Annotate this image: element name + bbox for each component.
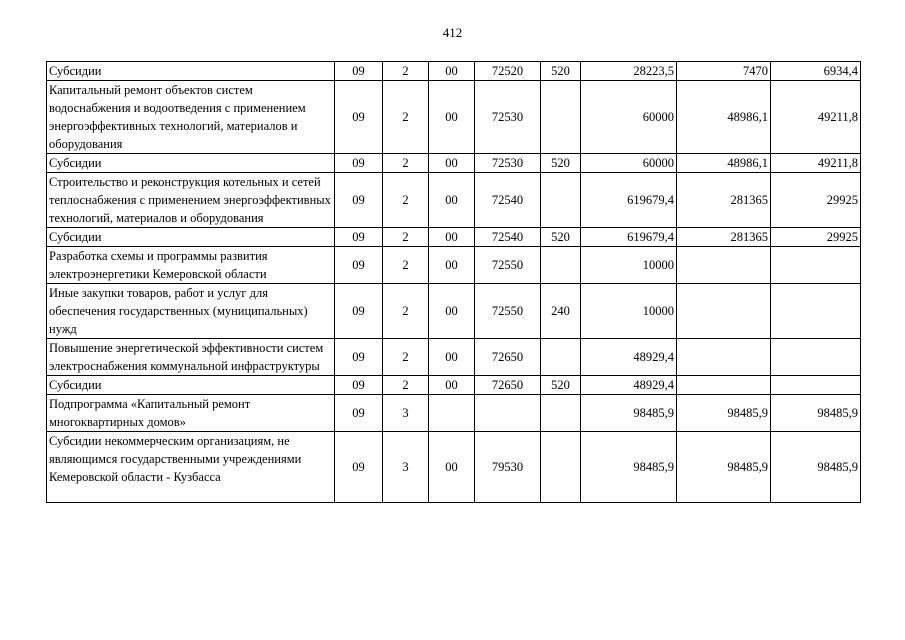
table-row (47, 376, 861, 395)
target-item-code-cell: 72540 (475, 228, 541, 247)
subsection-code-cell: 2 (383, 154, 429, 173)
amount-year-1-cell: 10000 (581, 284, 677, 339)
expense-type-code-cell (541, 247, 581, 284)
page-number: 412 (442, 25, 463, 40)
table-row (47, 339, 861, 376)
row-name-cell: Субсидии (47, 62, 335, 81)
table-row (47, 173, 861, 228)
amount-year-2-cell: 281365 (677, 228, 771, 247)
subsection-code-cell: 2 (383, 376, 429, 395)
expense-type-code-cell: 520 (541, 228, 581, 247)
target-item-code-cell (475, 395, 541, 432)
amount-year-1-cell: 98485,9 (581, 395, 677, 432)
amount-year-2-cell: 7470 (677, 62, 771, 81)
program-code-cell: 00 (429, 62, 475, 81)
expense-type-code-cell: 240 (541, 284, 581, 339)
expense-type-code-cell (541, 395, 581, 432)
subsection-code-cell: 2 (383, 284, 429, 339)
program-code-cell: 00 (429, 247, 475, 284)
table-row (47, 154, 861, 173)
row-name-cell: Субсидии (47, 228, 335, 247)
row-name-cell: Иные закупки товаров, работ и услуг для обеспечения государственных (муниципальных) нужд (47, 284, 335, 339)
budget-table (46, 61, 861, 503)
program-code-cell: 00 (429, 81, 475, 154)
amount-year-1-cell: 98485,9 (581, 432, 677, 503)
subsection-code-cell: 3 (383, 395, 429, 432)
amount-year-2-cell: 281365 (677, 173, 771, 228)
target-item-code-cell: 72550 (475, 284, 541, 339)
amount-year-2-cell (677, 339, 771, 376)
program-code-cell: 00 (429, 284, 475, 339)
target-item-code-cell: 79530 (475, 432, 541, 503)
program-code-cell: 00 (429, 173, 475, 228)
amount-year-3-cell: 49211,8 (771, 154, 861, 173)
table-body (47, 62, 861, 503)
target-item-code-cell: 72650 (475, 339, 541, 376)
target-item-code-cell: 72530 (475, 154, 541, 173)
program-code-cell: 00 (429, 154, 475, 173)
target-item-code-cell: 72540 (475, 173, 541, 228)
row-name-cell: Капитальный ремонт объектов систем водоснабжения и водоотведения с применением энергоэффективных технологий, материалов и оборудования (47, 81, 335, 154)
section-code-cell: 09 (335, 62, 383, 81)
amount-year-1-cell: 60000 (581, 81, 677, 154)
amount-year-1-cell: 48929,4 (581, 339, 677, 376)
subsection-code-cell: 2 (383, 228, 429, 247)
amount-year-3-cell: 6934,4 (771, 62, 861, 81)
subsection-code-cell: 2 (383, 339, 429, 376)
section-code-cell: 09 (335, 376, 383, 395)
amount-year-3-cell: 98485,9 (771, 432, 861, 503)
row-name-cell: Субсидии некоммерческим организациям, не являющимся государственными учреждениями Кемеровской области - Кузбасса (47, 432, 335, 503)
amount-year-3-cell: 29925 (771, 228, 861, 247)
expense-type-code-cell (541, 339, 581, 376)
amount-year-3-cell: 98485,9 (771, 395, 861, 432)
subsection-code-cell: 2 (383, 81, 429, 154)
amount-year-1-cell: 10000 (581, 247, 677, 284)
section-code-cell: 09 (335, 173, 383, 228)
target-item-code-cell: 72530 (475, 81, 541, 154)
subsection-code-cell: 3 (383, 432, 429, 503)
amount-year-3-cell: 29925 (771, 173, 861, 228)
amount-year-2-cell: 98485,9 (677, 432, 771, 503)
row-name-cell: Субсидии (47, 376, 335, 395)
amount-year-1-cell: 619679,4 (581, 173, 677, 228)
section-code-cell: 09 (335, 339, 383, 376)
target-item-code-cell: 72650 (475, 376, 541, 395)
amount-year-2-cell (677, 376, 771, 395)
program-code-cell: 00 (429, 228, 475, 247)
table-row (47, 284, 861, 339)
section-code-cell: 09 (335, 81, 383, 154)
subsection-code-cell: 2 (383, 173, 429, 228)
row-name-cell: Субсидии (47, 154, 335, 173)
program-code-cell: 00 (429, 376, 475, 395)
section-code-cell: 09 (335, 395, 383, 432)
amount-year-3-cell: 49211,8 (771, 81, 861, 154)
table-row (47, 81, 861, 154)
amount-year-1-cell: 28223,5 (581, 62, 677, 81)
row-name-cell: Подпрограмма «Капитальный ремонт многоквартирных домов» (47, 395, 335, 432)
subsection-code-cell: 2 (383, 247, 429, 284)
expense-type-code-cell: 520 (541, 62, 581, 81)
row-name-cell: Строительство и реконструкция котельных и сетей теплоснабжения с применением энергоэффективных технологий, материалов и оборудования (47, 173, 335, 228)
expense-type-code-cell (541, 432, 581, 503)
section-code-cell: 09 (335, 284, 383, 339)
row-name-cell: Разработка схемы и программы развития электроэнергетики Кемеровской области (47, 247, 335, 284)
expense-type-code-cell: 520 (541, 376, 581, 395)
amount-year-2-cell (677, 247, 771, 284)
section-code-cell: 09 (335, 228, 383, 247)
table-row (47, 432, 861, 503)
amount-year-3-cell (771, 284, 861, 339)
program-code-cell: 00 (429, 432, 475, 503)
section-code-cell: 09 (335, 432, 383, 503)
table-row (47, 228, 861, 247)
amount-year-3-cell (771, 339, 861, 376)
expense-type-code-cell: 520 (541, 154, 581, 173)
target-item-code-cell: 72550 (475, 247, 541, 284)
amount-year-1-cell: 60000 (581, 154, 677, 173)
amount-year-1-cell: 619679,4 (581, 228, 677, 247)
amount-year-2-cell: 48986,1 (677, 154, 771, 173)
program-code-cell (429, 395, 475, 432)
subsection-code-cell: 2 (383, 62, 429, 81)
amount-year-2-cell (677, 284, 771, 339)
table-row (47, 247, 861, 284)
section-code-cell: 09 (335, 247, 383, 284)
amount-year-1-cell: 48929,4 (581, 376, 677, 395)
expense-type-code-cell (541, 173, 581, 228)
section-code-cell: 09 (335, 154, 383, 173)
expense-type-code-cell (541, 81, 581, 154)
amount-year-3-cell (771, 247, 861, 284)
amount-year-2-cell: 48986,1 (677, 81, 771, 154)
program-code-cell: 00 (429, 339, 475, 376)
table-row (47, 395, 861, 432)
row-name-cell: Повышение энергетической эффективности систем электроснабжения коммунальной инфраструктуры (47, 339, 335, 376)
amount-year-3-cell (771, 376, 861, 395)
target-item-code-cell: 72520 (475, 62, 541, 81)
amount-year-2-cell: 98485,9 (677, 395, 771, 432)
table-row (47, 62, 861, 81)
